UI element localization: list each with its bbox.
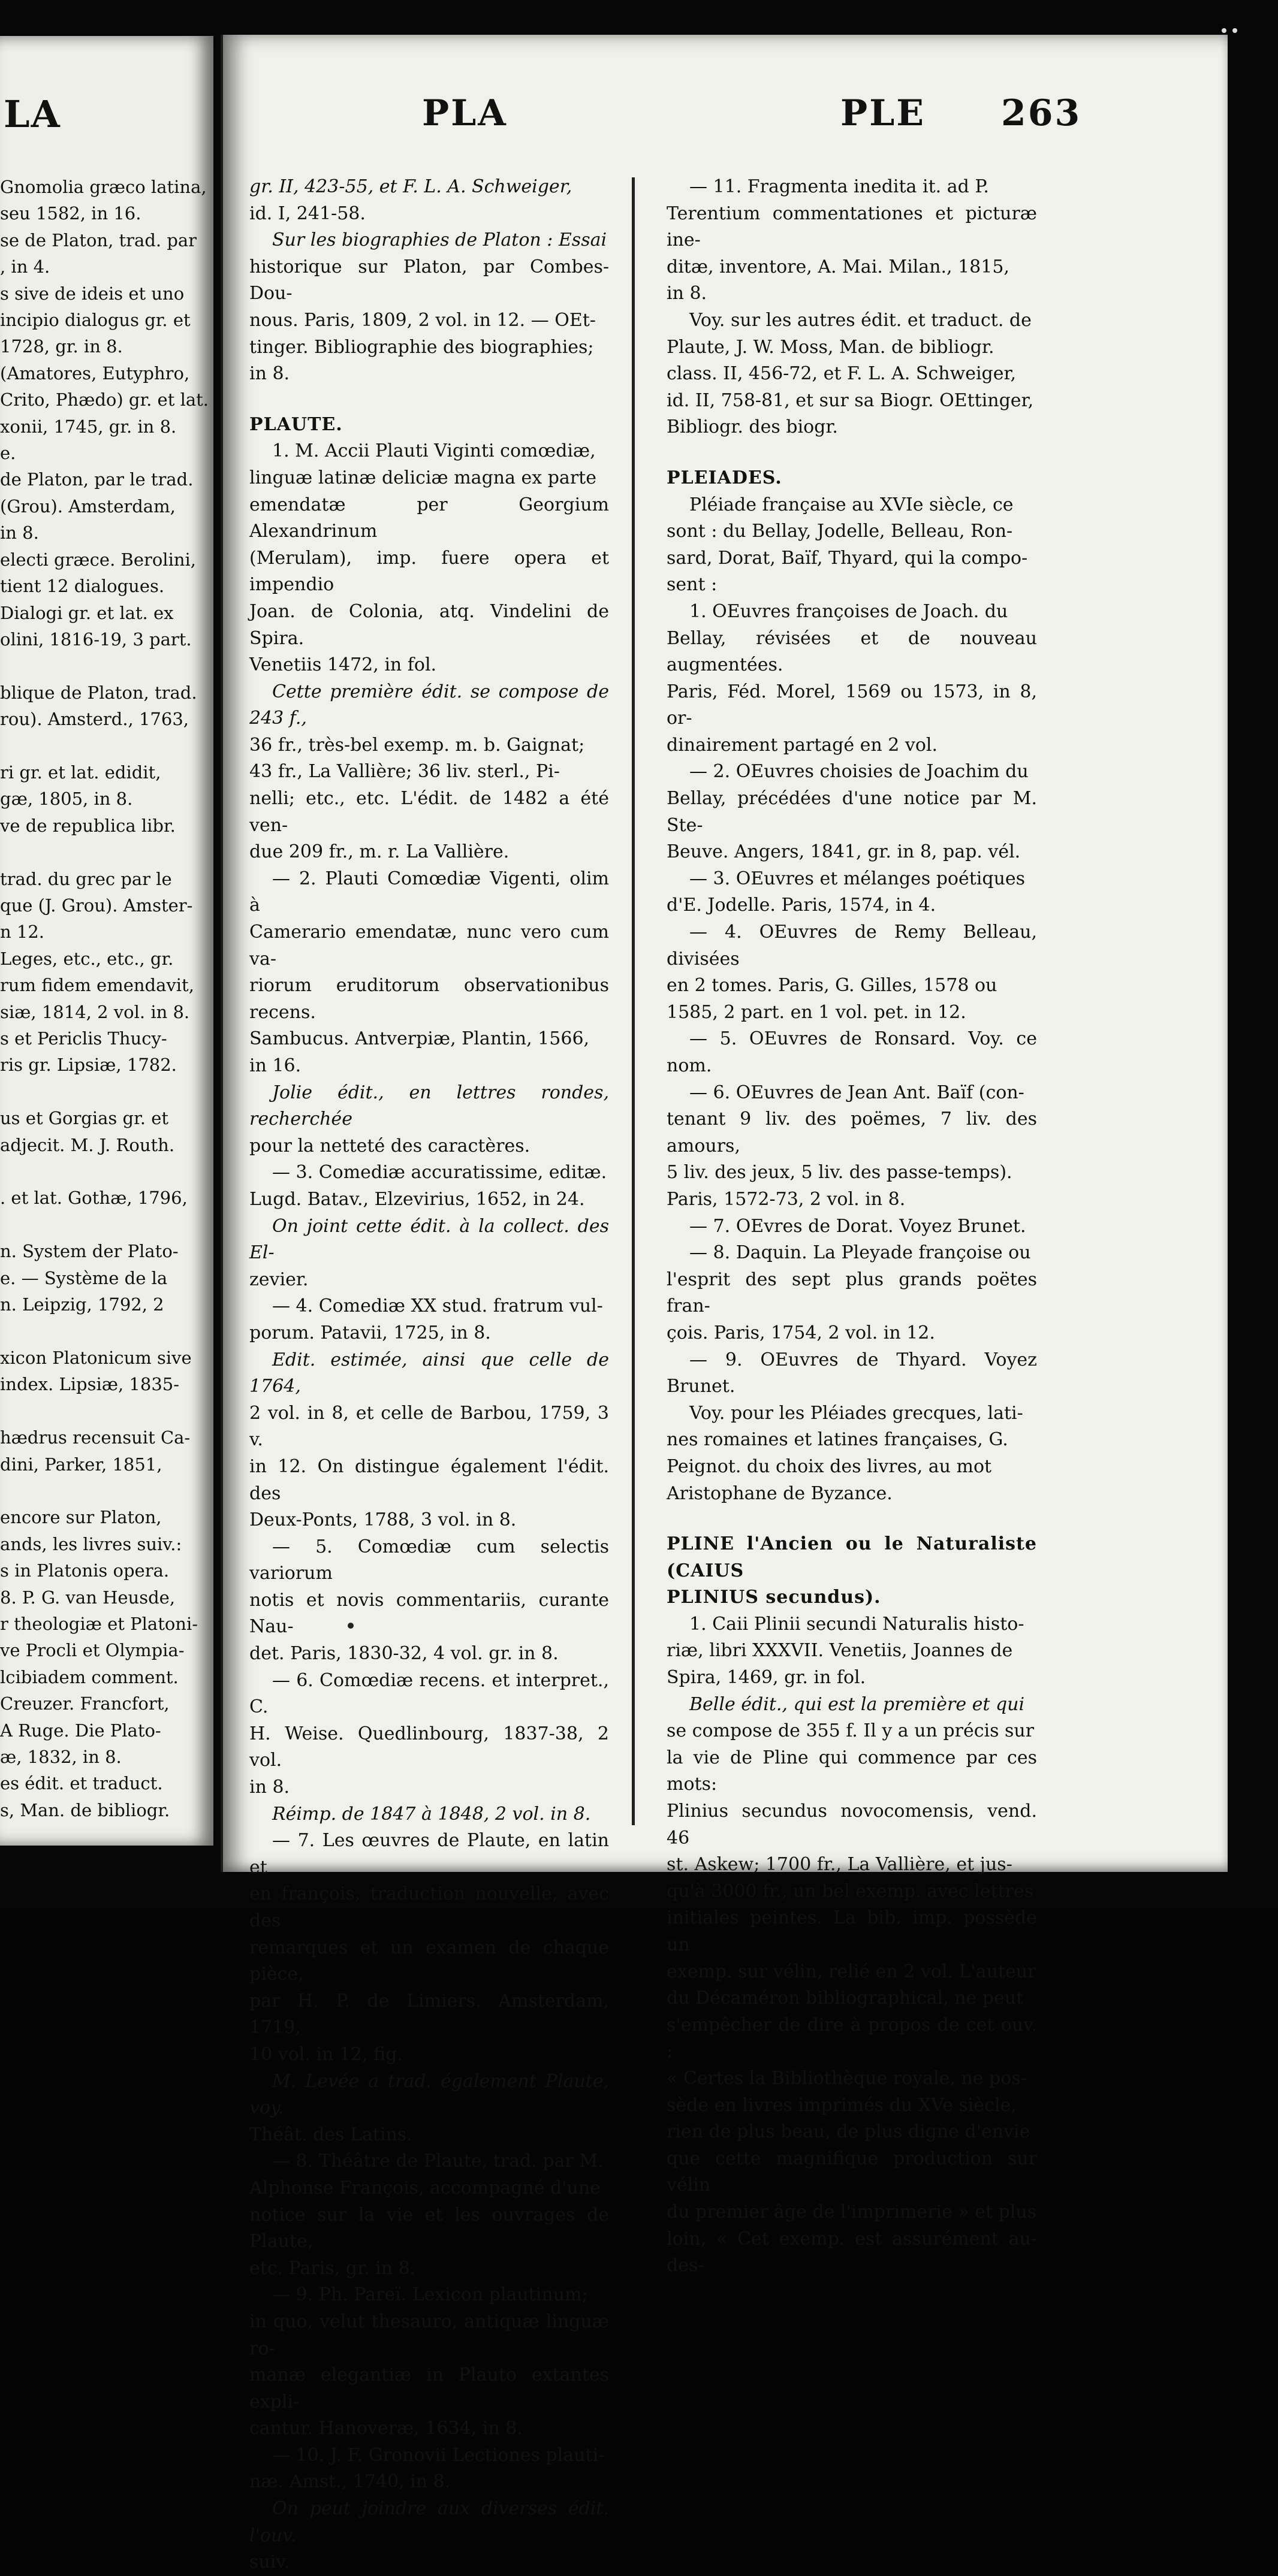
left-text-line: e. — Système de la bbox=[0, 1267, 168, 1288]
text-line: id. II, 758-81, et sur sa Biogr. OEttinger, bbox=[667, 389, 1034, 411]
text-line: Beuve. Angers, 1841, gr. in 8, pap. vél. bbox=[667, 841, 1021, 863]
left-text-line: index. Lipsiæ, 1835- bbox=[0, 1374, 180, 1395]
text-line: 43 fr., La Vallière; 36 liv. sterl., Pi- bbox=[249, 761, 560, 783]
text-line: — 8. Daquin. La Pleyade françoise ou bbox=[689, 1242, 1031, 1264]
text-line: Plinius secundus novocomensis, vend. 46 bbox=[667, 1801, 1037, 1849]
text-line: Bellay, précédées d'une notice par M. Ste- bbox=[667, 788, 1037, 836]
text-line: — 7. OEvres de Dorat. Voyez Brunet. bbox=[689, 1215, 1026, 1237]
text-line: — 4. Comediæ XX stud. fratrum vul- bbox=[272, 1295, 603, 1317]
left-text-line: n. Leipzig, 1792, 2 bbox=[0, 1294, 164, 1315]
right-page bbox=[221, 35, 1228, 2573]
text-line: manæ elegantiæ in Plauto extantes expli- bbox=[249, 2364, 609, 2412]
text-line: dinairement partagé en 2 vol. bbox=[667, 734, 938, 756]
text-line: Deux-Ponts, 1788, 3 vol. in 8. bbox=[249, 1509, 517, 1531]
text-line: Edit. estimée, ainsi que celle de 1764, bbox=[249, 1349, 609, 1397]
left-text-line: adjecit. M. J. Routh. bbox=[0, 1134, 175, 1155]
text-line: — 11. Fragmenta inedita it. ad P. bbox=[689, 176, 989, 197]
left-text-line: gæ, 1805, in 8. bbox=[0, 789, 133, 810]
text-line: Lugd. Batav., Elzevirius, 1652, in 24. bbox=[249, 1188, 585, 1210]
text-line: Réimp. de 1847 à 1848, 2 vol. in 8. bbox=[272, 1803, 591, 1825]
left-text-line: ve de republica libr. bbox=[0, 815, 176, 836]
left-text-line: Creuzer. Francfort, bbox=[0, 1693, 170, 1714]
text-line: class. II, 456-72, et F. L. A. Schweiger, bbox=[667, 363, 1017, 385]
running-header-right: PLE bbox=[840, 92, 926, 134]
text-line: — 7. Les œuvres de Plaute, en latin et bbox=[249, 1830, 609, 1878]
left-text-line: ri gr. et lat. edidit, bbox=[0, 762, 161, 783]
entry-heading: PLAUTE. bbox=[249, 413, 343, 435]
text-line: pour la netteté des caractères. bbox=[249, 1135, 531, 1156]
text-line: det. Paris, 1830-32, 4 vol. gr. in 8. bbox=[249, 1643, 559, 1665]
left-text-line: siæ, 1814, 2 vol. in 8. bbox=[0, 1001, 190, 1022]
text-line: sard, Dorat, Baïf, Thyard, qui la compo- bbox=[667, 547, 1028, 569]
left-text-line: de Platon, par le trad. bbox=[0, 469, 194, 490]
left-text-line: s, Man. de bibliogr. bbox=[0, 1799, 170, 1820]
entry-heading: PLINIUS secundus). bbox=[667, 1587, 881, 1608]
text-line: Peignot. du choix des livres, au mot bbox=[667, 1455, 992, 1477]
text-line: — 4. OEuvres de Remy Belleau, divisées bbox=[667, 922, 1037, 970]
text-line: in 8. bbox=[249, 1777, 290, 1798]
left-text-line: 8. P. G. van Heusde, bbox=[0, 1587, 176, 1608]
text-line: Aristophane de Byzance. bbox=[667, 1482, 893, 1504]
text-line: 1. Caii Plinii secundi Naturalis histo- bbox=[689, 1613, 1024, 1635]
text-line: tenant 9 liv. des poëmes, 7 liv. des amours, bbox=[667, 1109, 1037, 1156]
left-text-line: Dialogi gr. et lat. ex bbox=[0, 602, 174, 623]
left-text-line bbox=[0, 1079, 210, 1105]
text-line: Pléiade française au XVIe siècle, ce bbox=[689, 494, 1014, 515]
left-text-line: (Amatores, Eutyphro, bbox=[0, 363, 190, 383]
left-text-line: se de Platon, trad. par bbox=[0, 229, 197, 250]
left-text-line: encore sur Platon, bbox=[0, 1507, 162, 1528]
left-text-line: s in Platonis opera. bbox=[0, 1560, 170, 1581]
left-text-line bbox=[0, 839, 210, 865]
paragraph-gap bbox=[667, 1507, 1037, 1531]
text-line: Théât. des Latins. bbox=[249, 2124, 412, 2145]
text-line: 1585, 2 part. en 1 vol. pet. in 12. bbox=[667, 1001, 966, 1023]
text-column-left bbox=[249, 174, 609, 2576]
text-line: — 9. OEuvres de Thyard. Voyez Brunet. bbox=[667, 1349, 1037, 1397]
text-line: riorum eruditorum observationibus recens. bbox=[249, 975, 609, 1023]
text-line: in 8. bbox=[667, 283, 707, 304]
left-text-line: 1728, gr. in 8. bbox=[0, 336, 123, 357]
text-line: Bellay, révisées et de nouveau augmentées. bbox=[667, 627, 1037, 676]
paragraph-gap bbox=[667, 441, 1037, 465]
left-text-line: Gnomolia græco latina, bbox=[0, 177, 207, 197]
left-text-line: seu 1582, in 16. bbox=[0, 203, 141, 224]
text-line: — 5. OEuvres de Ronsard. Voy. ce nom. bbox=[667, 1028, 1037, 1076]
text-line: rien de plus beau, de plus digne d'envie bbox=[667, 2121, 1030, 2143]
text-line: çois. Paris, 1754, 2 vol. in 12. bbox=[667, 1322, 935, 1343]
text-line: du Décaméron bibliographical, ne peut bbox=[667, 1988, 1024, 2009]
left-text-line: lcibiadem comment. bbox=[0, 1666, 179, 1687]
page-number: 263 bbox=[1001, 92, 1082, 134]
text-line: H. Weise. Quedlinbourg, 1837-38, 2 vol. bbox=[249, 1723, 609, 1771]
text-line: Sambucus. Antverpiæ, Plantin, 1566, bbox=[249, 1028, 590, 1050]
left-text-line: que (J. Grou). Amster- bbox=[0, 895, 193, 916]
text-line: in quo, velut thesauro, antiquæ linguæ ro- bbox=[249, 2311, 609, 2359]
left-text-line: A Ruge. Die Plato- bbox=[0, 1720, 161, 1741]
text-line: in 8. bbox=[249, 363, 290, 385]
text-line: 10 vol. in 12, fig. bbox=[249, 2043, 403, 2065]
text-line: notice sur la vie et les ouvrages de Plaute, bbox=[249, 2204, 609, 2252]
text-line: sède en livres imprimés du XVe siècle, bbox=[667, 2094, 1017, 2116]
text-line: st. Askew; 1700 fr., La Vallière, et jus- bbox=[667, 1854, 1012, 1876]
text-line: (Merulam), imp. fuere opera et impendio bbox=[249, 547, 609, 596]
left-text-line: n 12. bbox=[0, 922, 45, 943]
text-line: Belle édit., qui est la première et qui bbox=[689, 1693, 1025, 1715]
text-line: 36 fr., très-bel exemp. m. b. Gaignat; bbox=[249, 734, 585, 756]
text-line: On peut joindre aux diverses édit. l'ouv. bbox=[249, 2498, 609, 2546]
left-text-line: ve Procli et Olympia- bbox=[0, 1640, 185, 1661]
text-line: d'E. Jodelle. Paris, 1574, in 4. bbox=[667, 895, 936, 916]
text-line: On joint cette édit. à la collect. des El- bbox=[249, 1215, 609, 1264]
text-line: ditæ, inventore, A. Mai. Milan., 1815, bbox=[667, 256, 1009, 277]
left-text-line: tient 12 dialogues. bbox=[0, 576, 165, 597]
text-line: — 3. Comediæ accuratissime, editæ. bbox=[272, 1162, 607, 1183]
left-text-line: n. System der Plato- bbox=[0, 1241, 179, 1262]
left-text-line: incipio dialogus gr. et bbox=[0, 310, 191, 331]
text-line: 1. M. Accii Plauti Viginti comœdiæ, bbox=[272, 440, 596, 462]
text-line: tinger. Bibliographie des biographies; bbox=[249, 336, 594, 358]
left-text-line: ands, les livres suiv.: bbox=[0, 1533, 182, 1554]
text-line: gr. II, 423-55, et F. L. A. Schweiger, bbox=[249, 176, 572, 197]
text-line: — 2. Plauti Comœdiæ Vigenti, olim à bbox=[249, 868, 609, 916]
text-line: initiales peintes. La bib. imp. possède un bbox=[667, 1907, 1037, 1955]
text-line: Paris, 1572-73, 2 vol. in 8. bbox=[667, 1188, 906, 1210]
left-text-line bbox=[0, 1158, 210, 1185]
left-text-line: s et Periclis Thucy- bbox=[0, 1028, 167, 1049]
text-line: Plaute, J. W. Moss, Man. de bibliogr. bbox=[667, 336, 994, 358]
left-text-line: dini, Parker, 1851, bbox=[0, 1454, 162, 1475]
left-page-text bbox=[0, 174, 210, 1823]
paragraph-gap bbox=[249, 388, 609, 412]
left-page-fragment bbox=[0, 36, 213, 1846]
left-page-header: LA bbox=[4, 92, 61, 136]
left-text-line: xicon Platonicum sive bbox=[0, 1347, 192, 1368]
text-line: 5 liv. des jeux, 5 liv. des passe-temps). bbox=[667, 1162, 1012, 1183]
left-text-line: Crito, Phædo) gr. et lat. bbox=[0, 389, 209, 410]
text-line: Voy. pour les Pléiades grecques, lati- bbox=[689, 1402, 1023, 1424]
left-text-line: in 8. bbox=[0, 523, 39, 543]
left-text-line: (Grou). Amsterdam, bbox=[0, 496, 176, 517]
text-line: loin, « Cet exemp. est assurément au-des- bbox=[667, 2228, 1037, 2276]
text-line: Terentium commentationes et picturæ ine- bbox=[667, 203, 1037, 251]
left-text-line bbox=[0, 1398, 210, 1424]
text-line: etc. Paris, gr. in 8. bbox=[249, 2257, 416, 2279]
left-text-line: electi græce. Berolini, bbox=[0, 549, 197, 570]
text-line: se compose de 355 f. Il y a un précis sur bbox=[667, 1720, 1035, 1742]
scan-corner-marks bbox=[1222, 24, 1258, 36]
left-text-line bbox=[0, 1478, 210, 1504]
text-line: in 12. On distingue également l'édit. des bbox=[249, 1455, 609, 1504]
left-text-line: æ, 1832, in 8. bbox=[0, 1746, 122, 1767]
left-text-line: ris gr. Lipsiæ, 1782. bbox=[0, 1055, 177, 1076]
left-text-line bbox=[0, 653, 210, 679]
left-text-line bbox=[0, 733, 210, 759]
text-line: næ. Amst., 1740, in 8. bbox=[249, 2471, 451, 2493]
text-line: Jolie édit., en lettres rondes, recherchée bbox=[249, 1082, 609, 1130]
text-line: linguæ latinæ deliciæ magna ex parte bbox=[249, 467, 596, 488]
left-text-line: rum fidem emendavit, bbox=[0, 975, 194, 996]
left-text-line: us et Gorgias gr. et bbox=[0, 1108, 169, 1129]
text-line: Paris, Féd. Morel, 1569 ou 1573, in 8, or- bbox=[667, 681, 1037, 729]
text-line: « Certes la Bibliothèque royale, ne pos- bbox=[667, 2067, 1027, 2089]
text-line: Venetiis 1472, in fol. bbox=[249, 654, 437, 676]
left-text-line: e. bbox=[0, 443, 16, 464]
left-text-line bbox=[0, 1212, 210, 1238]
text-line: l'esprit des sept plus grands poëtes fran- bbox=[667, 1269, 1037, 1317]
left-text-line: Leges, etc., etc., gr. bbox=[0, 948, 174, 969]
text-line: nes romaines et latines françaises, G. bbox=[667, 1429, 1008, 1451]
text-line: Joan. de Colonia, atq. Vindelini de Spira. bbox=[249, 600, 609, 649]
text-line: du premier âge de l'imprimerie » et plus bbox=[667, 2201, 1037, 2222]
text-line: Alphonse François, accompagné d'une bbox=[249, 2177, 601, 2198]
text-line: remarques et un examen de chaque pièce, bbox=[249, 1937, 609, 1985]
text-line: que cette magnifique production sur vélin bbox=[667, 2148, 1037, 2196]
text-column-right bbox=[667, 174, 1037, 2279]
left-text-line: s sive de ideis et uno bbox=[0, 283, 185, 304]
text-line: due 209 fr., m. r. La Vallière. bbox=[249, 841, 510, 863]
text-line: id. I, 241-58. bbox=[249, 203, 366, 224]
text-line: Camerario emendatæ, nunc vero cum va- bbox=[249, 922, 609, 970]
left-text-line: trad. du grec par le bbox=[0, 868, 172, 889]
text-line: — 6. Comœdiæ recens. et interpret., C. bbox=[249, 1669, 609, 1718]
text-line: Sur les biographies de Platon : Essai bbox=[272, 229, 607, 251]
text-line: — 3. OEuvres et mélanges poétiques bbox=[689, 868, 1026, 889]
text-line: qu'à 3000 fr., un bel exemp. avec lettres bbox=[667, 1880, 1034, 1902]
text-line: historique sur Platon, par Combes-Dou- bbox=[249, 256, 609, 304]
text-line: in 16. bbox=[249, 1055, 302, 1076]
left-text-line bbox=[0, 1318, 210, 1344]
column-divider bbox=[632, 177, 635, 1825]
running-header-left: PLA bbox=[422, 92, 508, 134]
text-line: notis et novis commentariis, curante Nau- bbox=[249, 1589, 609, 1638]
left-text-line: rou). Amsterd., 1763, bbox=[0, 709, 189, 730]
text-line: Bibliogr. des biogr. bbox=[667, 416, 838, 438]
left-text-line: xonii, 1745, gr. in 8. bbox=[0, 416, 177, 437]
text-line: s'empêcher de dire à propos de cet ouv. : bbox=[667, 2014, 1037, 2062]
ink-speck bbox=[348, 1623, 354, 1629]
text-line: — 9. Ph. Pareï. Lexicon plautinum; bbox=[272, 2284, 588, 2306]
text-line: Cette première édit. se compose de 243 f., bbox=[249, 681, 609, 729]
text-line: cantur. Hanoveræ, 1634, in 8. bbox=[249, 2418, 523, 2439]
text-line: nous. Paris, 1809, 2 vol. in 12. — OEt- bbox=[249, 309, 596, 331]
entry-heading: PLINE l'Ancien ou le Naturaliste (CAIUS bbox=[667, 1533, 1037, 1581]
left-text-line: es édit. et traduct. bbox=[0, 1773, 163, 1794]
text-line: par H. P. de Limiers. Amsterdam, 1719, bbox=[249, 1990, 609, 2039]
text-line: la vie de Pline qui commence par ces mots: bbox=[667, 1747, 1037, 1795]
text-line: Voy. sur les autres édit. et traduct. de bbox=[689, 309, 1032, 331]
left-text-line: hædrus recensuit Ca- bbox=[0, 1427, 191, 1448]
text-line: — 6. OEuvres de Jean Ant. Baïf (con- bbox=[689, 1082, 1024, 1103]
text-line: suiv. bbox=[249, 2551, 290, 2573]
text-line: M. Levée a trad. également Plaute, voy. bbox=[249, 2070, 609, 2119]
text-line: 2 vol. in 8, et celle de Barbou, 1759, 3 v. bbox=[249, 1402, 609, 1451]
left-text-line: blique de Platon, trad. bbox=[0, 682, 197, 703]
entry-heading: PLEIADES. bbox=[667, 467, 782, 488]
text-line: en françois, traduction nouvelle, avec des bbox=[249, 1883, 609, 1931]
text-line: zevier. bbox=[249, 1269, 309, 1290]
left-text-line: , in 4. bbox=[0, 256, 50, 277]
text-line: sont : du Bellay, Jodelle, Belleau, Ron- bbox=[667, 521, 1013, 542]
text-line: 1. OEuvres françoises de Joach. du bbox=[689, 600, 1008, 622]
text-line: — 10. J. F. Gronovii Lectiones plauti- bbox=[272, 2444, 605, 2466]
left-text-line: . et lat. Gothæ, 1796, bbox=[0, 1188, 188, 1209]
text-line: — 8. Théâtre de Plaute, trad. par M. bbox=[272, 2151, 604, 2172]
text-line: sent : bbox=[667, 574, 718, 596]
left-text-line: olini, 1816-19, 3 part. bbox=[0, 629, 192, 650]
left-text-line: r theologiæ et Platoni- bbox=[0, 1613, 198, 1634]
text-line: en 2 tomes. Paris, G. Gilles, 1578 ou bbox=[667, 975, 997, 996]
text-line: porum. Patavii, 1725, in 8. bbox=[249, 1322, 491, 1343]
text-line: — 5. Comœdiæ cum selectis variorum bbox=[249, 1536, 609, 1584]
text-line: exemp. sur vélin, relié en 2 vol. L'auteur bbox=[667, 1961, 1036, 1982]
text-line: nelli; etc., etc. L'édit. de 1482 a été ven- bbox=[249, 788, 609, 836]
text-line: emendatæ per Georgium Alexandrinum bbox=[249, 494, 609, 542]
text-line: — 2. OEuvres choisies de Joachim du bbox=[689, 761, 1029, 783]
text-line: riæ, libri XXXVII. Venetiis, Joannes de bbox=[667, 1640, 1013, 1662]
text-line: Spira, 1469, gr. in fol. bbox=[667, 1667, 866, 1689]
